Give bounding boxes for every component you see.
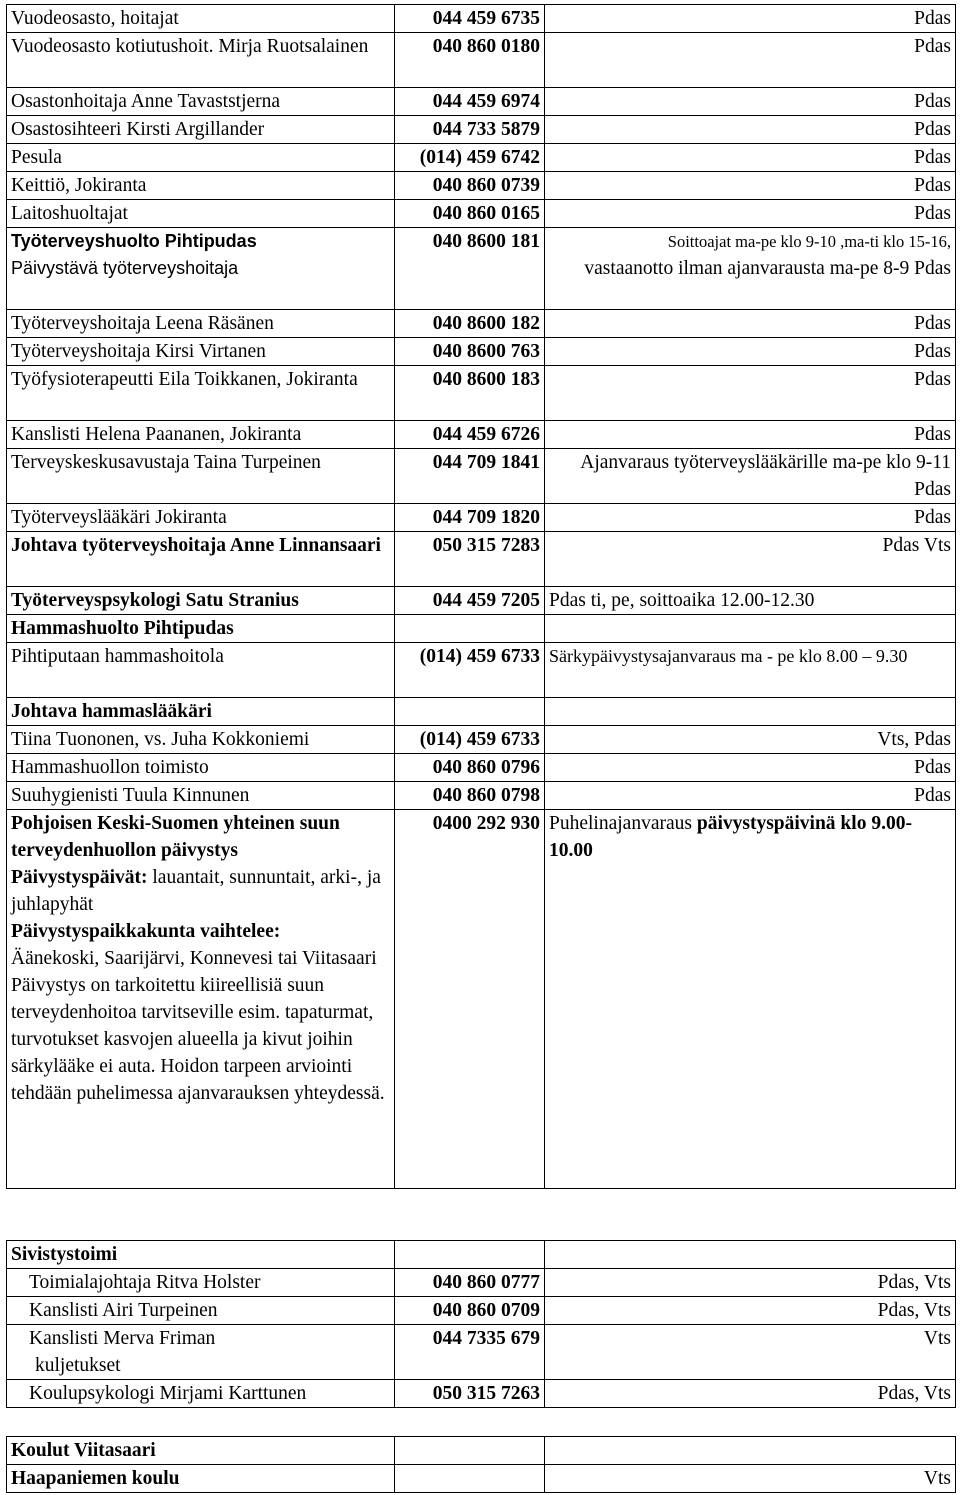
contact-name: Työterveyshoitaja Leena Räsänen: [7, 310, 395, 338]
contact-phone: 044 7335 679: [395, 1325, 545, 1380]
contact-phone: 040 860 0777: [395, 1269, 545, 1297]
contact-note: Pdas: [545, 144, 956, 172]
contact-name: [7, 1325, 395, 1380]
table-row: [7, 200, 956, 228]
duty-place-label: Päivystyspaikkakunta vaihtelee:: [11, 921, 281, 942]
contact-table-schools: [6, 1436, 956, 1493]
duty-description: Päivystys on tarkoitettu kiireellisiä suun terveydenhoitoa tarvitseville esim. tapaturmat, turvotukset kasvojen alueella ja kivut joihin särkylääke ei auta. Hoidon tarpeen arviointi tehdään puhelimessa ajanvarauksen yhteydessä.: [11, 975, 385, 1104]
duty-note-plain: Puhelinajanvaraus: [549, 813, 692, 834]
contact-note: Pdas: [545, 88, 956, 116]
contact-phone: 050 315 7283: [395, 532, 545, 587]
contact-note: Pdas: [545, 116, 956, 144]
contact-name: Johtava työterveyshoitaja Anne Linnansaari: [7, 532, 395, 587]
contact-note: Pdas: [545, 421, 956, 449]
table-row: [7, 1269, 956, 1297]
table-row: [7, 116, 956, 144]
table-row: [7, 1437, 956, 1465]
contact-name: Osastonhoitaja Anne Tavaststjerna: [7, 88, 395, 116]
contact-note: Pdas: [545, 5, 956, 33]
table-row: [7, 726, 956, 754]
table-row: [7, 366, 956, 421]
table-row: [7, 421, 956, 449]
duty-days-label: Päivystyspäivät:: [11, 867, 148, 888]
contact-name: Terveyskeskusavustaja Taina Turpeinen: [7, 449, 395, 504]
contact-phone: 050 315 7263: [395, 1380, 545, 1408]
table-row: [7, 1325, 956, 1380]
contact-phone: 040 860 0739: [395, 172, 545, 200]
section-heading: Johtava hammaslääkäri: [7, 698, 395, 726]
contact-note-main: vastaanotto ilman ajanvarausta ma-pe 8-9 Pdas: [584, 258, 951, 279]
table-row: [7, 1241, 956, 1269]
table-row: [7, 172, 956, 200]
contact-phone: 040 8600 182: [395, 310, 545, 338]
contact-note: Pdas: [545, 33, 956, 88]
duty-days: [11, 864, 390, 918]
contact-name: Pihtiputaan hammashoitola: [7, 643, 395, 698]
contact-note: Pdas: [545, 782, 956, 810]
contact-note: Ajanvaraus työterveyslääkärille ma-pe klo 9-11 Pdas: [545, 449, 956, 504]
table-row: [7, 88, 956, 116]
table-row: [7, 643, 956, 698]
table-row: [7, 1465, 956, 1493]
contact-note: Vts: [545, 1465, 956, 1493]
contact-note: Pdas: [545, 366, 956, 421]
table-row: [7, 310, 956, 338]
table-row: [7, 698, 956, 726]
contact-phone: 040 8600 763: [395, 338, 545, 366]
contact-name: Vuodeosasto kotiutushoit. Mirja Ruotsalainen: [7, 33, 395, 88]
table-row: [7, 338, 956, 366]
contact-name: Keittiö, Jokiranta: [7, 172, 395, 200]
contact-name: Suuhygienisti Tuula Kinnunen: [7, 782, 395, 810]
contact-note: [545, 228, 956, 310]
contact-phone: 040 860 0165: [395, 200, 545, 228]
table-row: [7, 1380, 956, 1408]
contact-name: Työterveyslääkäri Jokiranta: [7, 504, 395, 532]
contact-phone: 040 860 0796: [395, 754, 545, 782]
contact-phone: 040 860 0798: [395, 782, 545, 810]
contact-note: Pdas, Vts: [545, 1297, 956, 1325]
table-row: [7, 615, 956, 643]
duty-title: Pohjoisen Keski-Suomen yhteinen suun terveydenhuollon päivystys: [11, 813, 340, 861]
contact-phone: 0400 292 930: [395, 810, 545, 1189]
table-row: [7, 449, 956, 504]
duty-place-text: Äänekoski, Saarijärvi, Konnevesi tai Viitasaari: [11, 948, 377, 969]
contact-phone: 044 459 6726: [395, 421, 545, 449]
contact-name: Koulupsykologi Mirjami Karttunen: [7, 1380, 395, 1408]
duty-info: [7, 810, 395, 1189]
contact-phone: 040 8600 181: [395, 228, 545, 310]
table-row: [7, 782, 956, 810]
contact-name: Pesula: [7, 144, 395, 172]
contact-phone: 040 8600 183: [395, 366, 545, 421]
contact-name: Työfysioterapeutti Eila Toikkanen, Jokiranta: [7, 366, 395, 421]
contact-name-line: Kanslisti Merva Friman: [29, 1328, 216, 1349]
contact-phone: 044 459 6735: [395, 5, 545, 33]
contact-phone: 044 709 1841: [395, 449, 545, 504]
section-heading: Hammashuolto Pihtipudas: [7, 615, 395, 643]
table-row: [7, 587, 956, 615]
table-row: [7, 228, 956, 310]
contact-note-small: Soittoajat ma-pe klo 9-10 ,ma-ti klo 15-16,: [667, 232, 951, 251]
contact-note: Pdas: [545, 504, 956, 532]
table-row: [7, 1297, 956, 1325]
duty-days-text: lauantait, sunnuntait, arki-, ja juhlapyhät: [11, 867, 381, 915]
contact-note: Pdas: [545, 200, 956, 228]
table-row: [7, 754, 956, 782]
contact-name: Vuodeosasto, hoitajat: [7, 5, 395, 33]
contact-note: Särkypäivystysajanvaraus ma - pe klo 8.00 – 9.30: [545, 643, 956, 698]
contact-name: Osastosihteeri Kirsti Argillander: [7, 116, 395, 144]
table-row: [7, 33, 956, 88]
contact-name: Haapaniemen koulu: [7, 1465, 395, 1493]
contact-subtitle: kuljetukset: [35, 1355, 121, 1376]
contact-note: Pdas, Vts: [545, 1380, 956, 1408]
contact-name: Tiina Tuononen, vs. Juha Kokkoniemi: [7, 726, 395, 754]
contact-name: Hammashuollon toimisto: [7, 754, 395, 782]
contact-note: Pdas Vts: [545, 532, 956, 587]
table-row: [7, 532, 956, 587]
table-row: [7, 144, 956, 172]
contact-name: Laitoshuoltajat: [7, 200, 395, 228]
table-row: [7, 5, 956, 33]
contact-phone: 040 860 0709: [395, 1297, 545, 1325]
contact-name: Työterveyspsykologi Satu Stranius: [7, 587, 395, 615]
contact-note: Vts: [545, 1325, 956, 1380]
section-heading: Työterveyshuolto Pihtipudas: [11, 231, 257, 251]
contact-name: Kanslisti Helena Paananen, Jokiranta: [7, 421, 395, 449]
section-heading: Sivistystoimi: [7, 1241, 395, 1269]
contact-phone: (014) 459 6742: [395, 144, 545, 172]
table-row: [7, 810, 956, 1189]
duty-note-bold: päivystyspäivinä klo 9.00-10.00: [549, 813, 912, 861]
contact-phone: 044 459 6974: [395, 88, 545, 116]
contact-name: Toimialajohtaja Ritva Holster: [7, 1269, 395, 1297]
contact-note: Pdas ti, pe, soittoaika 12.00-12.30: [545, 587, 956, 615]
contact-note: Pdas: [545, 338, 956, 366]
contact-name: [7, 228, 395, 310]
contact-name: Kanslisti Airi Turpeinen: [7, 1297, 395, 1325]
contact-phone: 044 459 7205: [395, 587, 545, 615]
contact-table-health: [6, 4, 956, 1189]
contact-phone: 044 709 1820: [395, 504, 545, 532]
contact-phone: 040 860 0180: [395, 33, 545, 88]
contact-phone: (014) 459 6733: [395, 726, 545, 754]
contact-phone: (014) 459 6733: [395, 643, 545, 698]
contact-note: Pdas: [545, 310, 956, 338]
contact-phone: 044 733 5879: [395, 116, 545, 144]
contact-subtitle: Päivystävä työterveyshoitaja: [11, 258, 239, 278]
contact-table-education: [6, 1240, 956, 1408]
contact-note: [545, 810, 956, 1189]
contact-note: Pdas: [545, 172, 956, 200]
contact-note: Pdas, Vts: [545, 1269, 956, 1297]
contact-note: Pdas: [545, 754, 956, 782]
section-heading: Koulut Viitasaari: [7, 1437, 395, 1465]
contact-name: Työterveyshoitaja Kirsi Virtanen: [7, 338, 395, 366]
table-row: [7, 504, 956, 532]
contact-note: Vts, Pdas: [545, 726, 956, 754]
